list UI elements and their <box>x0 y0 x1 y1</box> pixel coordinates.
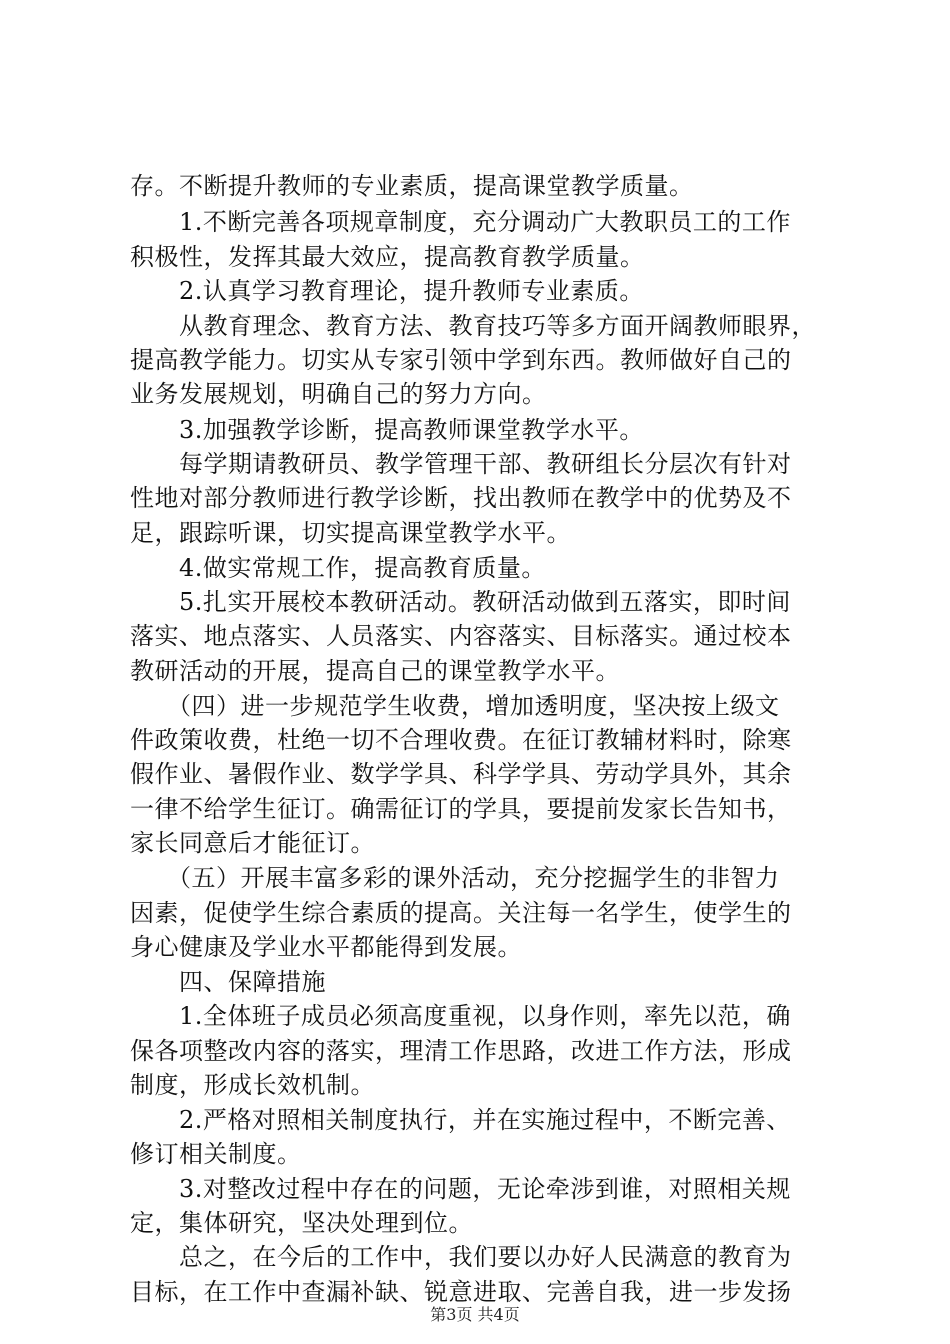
text-line: 修订相关制度。 <box>130 1140 302 1168</box>
text-line: 落实、地点落实、人员落实、内容落实、目标落实。通过校本 <box>130 622 792 650</box>
section-heading: 四、保障措施 <box>130 968 326 996</box>
text-line: 5.扎实开展校本教研活动。教研活动做到五落实，即时间 <box>130 588 791 616</box>
text-line: 一律不给学生征订。确需征订的学具，要提前发家长告知书， <box>130 795 792 823</box>
text-line: 2.严格对照相关制度执行，并在实施过程中，不断完善、 <box>130 1106 791 1134</box>
text-line: 保各项整改内容的落实，理清工作思路，改进工作方法，形成 <box>130 1037 792 1065</box>
text-line: 总之，在今后的工作中，我们要以办好人民满意的教育为 <box>130 1243 792 1271</box>
text-line: 存。不断提升教师的专业素质，提高课堂教学质量。 <box>130 172 694 200</box>
text-line: 教研活动的开展，提高自己的课堂教学水平。 <box>130 657 620 685</box>
text-line: 件政策收费，杜绝一切不合理收费。在征订教辅材料时，除寒 <box>130 726 792 754</box>
text-line: 足，跟踪听课，切实提高课堂教学水平。 <box>130 519 571 547</box>
text-line: 4.做实常规工作，提高教育质量。 <box>130 554 546 582</box>
text-line: 提高教学能力。切实从专家引领中学到东西。教师做好自己的 <box>130 346 792 374</box>
text-line: 身心健康及学业水平都能得到发展。 <box>130 933 522 961</box>
text-line: 假作业、暑假作业、数学学具、科学学具、劳动学具外，其余 <box>130 760 792 788</box>
text-line: 积极性，发挥其最大效应，提高教育教学质量。 <box>130 243 645 271</box>
text-line: 目标，在工作中查漏补缺、锐意进取、完善自我，进一步发扬 <box>130 1278 792 1306</box>
text-line: 制度，形成长效机制。 <box>130 1071 375 1099</box>
text-line: 1.全体班子成员必须高度重视，以身作则，率先以范，确 <box>130 1002 791 1030</box>
text-line: 3.对整改过程中存在的问题，无论牵涉到谁，对照相关规 <box>130 1175 791 1203</box>
text-line: 2.认真学习教育理论，提升教师专业素质。 <box>130 277 644 305</box>
text-line: 因素，促使学生综合素质的提高。关注每一名学生，使学生的 <box>130 899 792 927</box>
text-line: 每学期请教研员、教学管理干部、教研组长分层次有针对 <box>130 450 792 478</box>
text-line: 1.不断完善各项规章制度，充分调动广大教职员工的工作 <box>130 208 791 236</box>
text-line: 定，集体研究，坚决处理到位。 <box>130 1209 473 1237</box>
text-line: 业务发展规划，明确自己的努力方向。 <box>130 380 547 408</box>
text-line: 家长同意后才能征订。 <box>130 829 375 857</box>
text-line: （五）开展丰富多彩的课外活动，充分挖掘学生的非智力 <box>130 864 780 892</box>
text-line: （四）进一步规范学生收费，增加透明度，坚决按上级文 <box>130 692 780 720</box>
page-footer: 第3页 共4页 <box>430 1305 520 1324</box>
text-line: 性地对部分教师进行教学诊断，找出教师在教学中的优势及不 <box>130 484 792 512</box>
text-line: 从教育理念、教育方法、教育技巧等多方面开阔教师眼界， <box>130 312 816 340</box>
text-line: 3.加强教学诊断，提高教师课堂教学水平。 <box>130 416 644 444</box>
